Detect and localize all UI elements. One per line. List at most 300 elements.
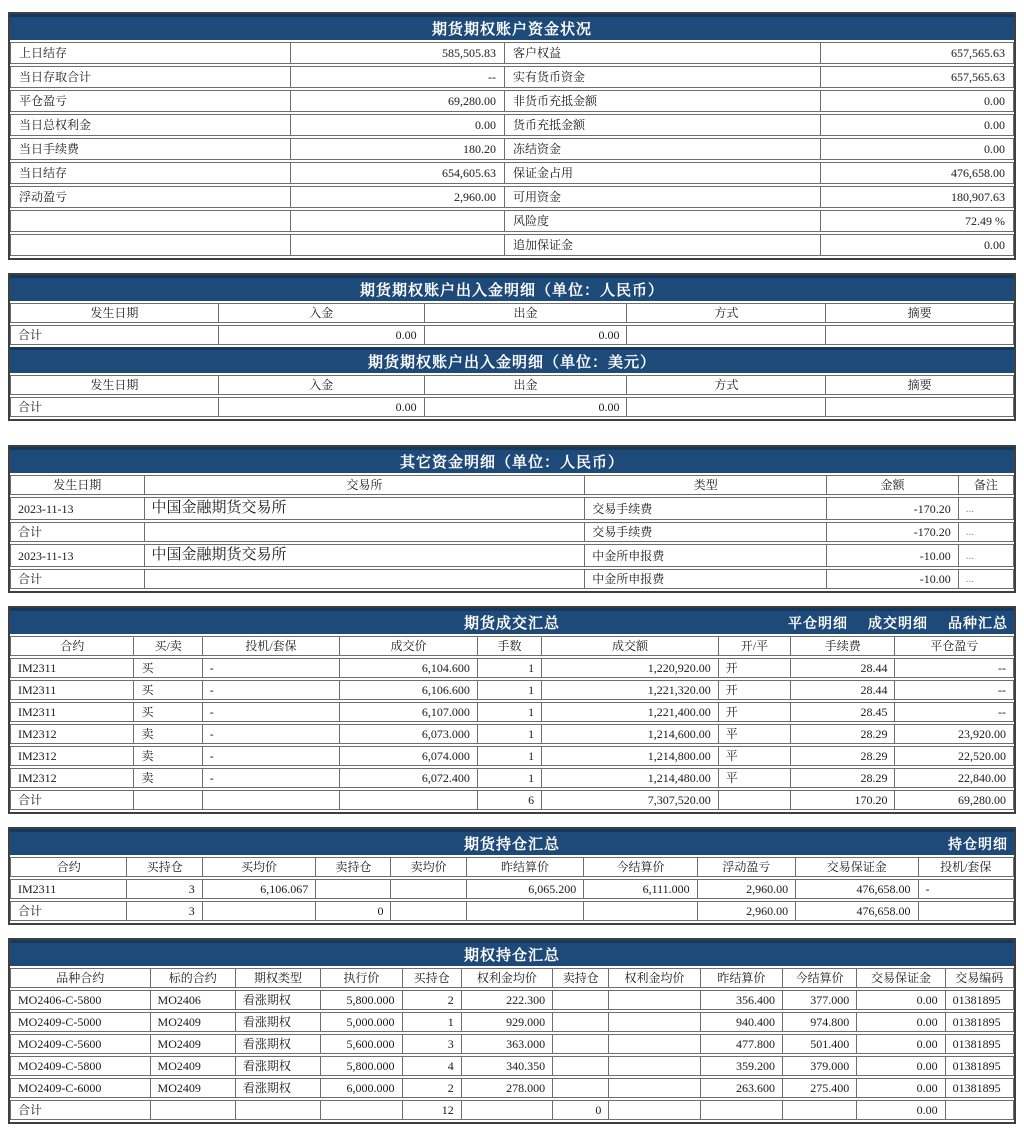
table-cell: 合计 — [10, 1100, 151, 1120]
table-cell: 追加保证金 — [505, 234, 821, 256]
table-cell: 1,221,320.00 — [542, 680, 719, 700]
options-positions-section — [8, 938, 1016, 1124]
table-row — [10, 1012, 1014, 1032]
table-cell: 5,800.000 — [321, 990, 402, 1010]
table-cell: 379.000 — [783, 1056, 857, 1076]
table-cell: 6 — [478, 790, 542, 810]
column-header: 期权类型 — [236, 968, 321, 988]
table-cell: 0.00 — [857, 990, 945, 1010]
table-cell: 6,104.600 — [340, 658, 478, 678]
table-cell: 69,280.00 — [291, 90, 505, 112]
cash-flow-cny-section — [8, 273, 1016, 347]
table-cell: 1 — [478, 658, 542, 678]
cash-flow-usd-table — [10, 373, 1014, 419]
table-cell: 01381895 — [946, 1012, 1014, 1032]
table-cell: 2023-11-13 — [10, 544, 145, 567]
table-cell: 1,214,480.00 — [542, 768, 719, 788]
table-cell: 356.400 — [701, 990, 783, 1010]
table-cell: 看涨期权 — [236, 1078, 321, 1098]
table-cell: MO2409 — [151, 1078, 236, 1098]
table-cell: - — [203, 768, 341, 788]
table-cell — [321, 1100, 402, 1120]
table-cell: 5,000.000 — [321, 1012, 402, 1032]
futures-positions-title: 期货持仓汇总 — [463, 836, 560, 853]
table-cell: 1 — [403, 1012, 462, 1032]
table-cell — [145, 569, 586, 589]
table-cell: 合计 — [10, 397, 219, 417]
table-cell: 中金所申报费 — [585, 569, 827, 589]
column-header: 买持仓 — [127, 857, 202, 877]
table-cell: -- — [291, 66, 505, 88]
table-cell: 6,111.000 — [584, 879, 697, 899]
table-cell: ... — [959, 497, 1014, 520]
column-header: 昨结算价 — [701, 968, 783, 988]
table-cell: 买 — [134, 658, 202, 678]
table-cell: 平仓盈亏 — [10, 90, 291, 112]
table-cell: 看涨期权 — [236, 1034, 321, 1054]
table-cell: 2 — [403, 1078, 462, 1098]
table-cell — [919, 901, 1014, 921]
column-header: 交易所 — [145, 475, 586, 495]
table-cell: -- — [895, 680, 1014, 700]
table-cell: 卖 — [134, 746, 202, 766]
futures-trades-title-bar — [10, 608, 1014, 634]
table-cell: MO2409 — [151, 1034, 236, 1054]
table-cell: 0.00 — [857, 1034, 945, 1054]
table-cell: 7,307,520.00 — [542, 790, 719, 810]
table-cell: -170.20 — [827, 522, 959, 542]
table-cell: 当日存取合计 — [10, 66, 291, 88]
table-cell: 6,065.200 — [467, 879, 584, 899]
table-row — [10, 569, 1014, 589]
table-cell: 0.00 — [821, 234, 1014, 256]
table-cell: 1 — [478, 724, 542, 744]
table-cell: 170.20 — [791, 790, 895, 810]
table-cell: 客户权益 — [505, 42, 821, 64]
other-funds-table — [10, 473, 1014, 591]
table-cell: 1 — [478, 702, 542, 722]
table-cell: IM2312 — [10, 768, 134, 788]
table-row — [10, 658, 1014, 678]
table-cell — [553, 990, 609, 1010]
table-cell — [609, 990, 700, 1010]
table-cell: 654,605.63 — [291, 162, 505, 184]
table-cell: 12 — [403, 1100, 462, 1120]
options-positions-title: 期权持仓汇总 — [463, 947, 560, 964]
table-cell: 6,000.000 — [321, 1078, 402, 1098]
futures-positions-section — [8, 827, 1016, 925]
table-cell: MO2409-C-5600 — [10, 1034, 151, 1054]
table-cell: 非货币充抵金额 — [505, 90, 821, 112]
table-cell: 377.000 — [783, 990, 857, 1010]
table-cell: 28.29 — [791, 724, 895, 744]
column-header: 品种合约 — [10, 968, 151, 988]
table-row — [10, 1056, 1014, 1076]
table-cell: 476,658.00 — [796, 901, 918, 921]
table-cell: ... — [959, 544, 1014, 567]
column-header: 入金 — [219, 303, 425, 323]
cash-flow-cny-table — [10, 301, 1014, 347]
fund-status-title-bar — [10, 14, 1014, 40]
options-positions-table — [10, 966, 1014, 1122]
table-row — [10, 325, 1014, 345]
table-cell: 28.44 — [791, 658, 895, 678]
table-cell: 平 — [719, 768, 791, 788]
table-cell: -10.00 — [827, 569, 959, 589]
table-cell: - — [203, 724, 341, 744]
cash-flow-usd-title-bar — [10, 347, 1014, 373]
table-cell: 0.00 — [857, 1100, 945, 1120]
table-cell: 28.29 — [791, 746, 895, 766]
table-cell — [609, 1034, 700, 1054]
table-cell: 可用资金 — [505, 186, 821, 208]
table-cell: 合计 — [10, 790, 134, 810]
column-header: 方式 — [627, 375, 826, 395]
table-cell — [946, 1100, 1014, 1120]
column-header: 今结算价 — [783, 968, 857, 988]
table-cell: 22,520.00 — [895, 746, 1014, 766]
table-cell — [783, 1100, 857, 1120]
table-cell: 1 — [478, 746, 542, 766]
table-cell: 69,280.00 — [895, 790, 1014, 810]
column-header: 手续费 — [791, 636, 895, 656]
table-row — [10, 1100, 1014, 1120]
table-cell — [145, 522, 586, 542]
table-cell: 当日结存 — [10, 162, 291, 184]
table-cell: 1,221,400.00 — [542, 702, 719, 722]
table-cell: 合计 — [10, 325, 219, 345]
column-header: 交易保证金 — [857, 968, 945, 988]
table-row — [10, 680, 1014, 700]
table-cell: IM2311 — [10, 879, 127, 899]
table-cell: -- — [895, 658, 1014, 678]
table-cell: 交易手续费 — [585, 497, 827, 520]
table-cell: 275.400 — [783, 1078, 857, 1098]
table-cell: MO2409-C-5000 — [10, 1012, 151, 1032]
table-cell: 0 — [553, 1100, 609, 1120]
table-cell — [553, 1034, 609, 1054]
table-cell: 3 — [403, 1034, 462, 1054]
cash-flow-usd-section — [8, 347, 1016, 421]
table-cell: 1,214,600.00 — [542, 724, 719, 744]
table-cell — [203, 790, 341, 810]
table-cell: ... — [959, 569, 1014, 589]
column-header: 权利金均价 — [609, 968, 700, 988]
futures-trades-section — [8, 606, 1016, 814]
column-header: 出金 — [425, 303, 628, 323]
table-cell: 263.600 — [701, 1078, 783, 1098]
table-cell: 974.800 — [783, 1012, 857, 1032]
table-cell — [291, 234, 505, 256]
table-cell — [391, 901, 466, 921]
table-cell: 180.20 — [291, 138, 505, 160]
table-cell: 货币充抵金额 — [505, 114, 821, 136]
table-cell: 开 — [719, 658, 791, 678]
table-cell: 28.44 — [791, 680, 895, 700]
table-cell: 开 — [719, 702, 791, 722]
table-cell: MO2409 — [151, 1056, 236, 1076]
column-header: 浮动盈亏 — [698, 857, 796, 877]
table-cell — [701, 1100, 783, 1120]
column-header: 买持仓 — [403, 968, 462, 988]
table-cell: -170.20 — [827, 497, 959, 520]
column-header: 摘要 — [826, 375, 1014, 395]
column-header: 平仓盈亏 — [895, 636, 1014, 656]
table-row — [10, 724, 1014, 744]
table-cell: 6,073.000 — [340, 724, 478, 744]
table-cell — [627, 325, 826, 345]
table-cell: 看涨期权 — [236, 1056, 321, 1076]
table-cell: 0.00 — [821, 90, 1014, 112]
table-cell — [609, 1078, 700, 1098]
table-cell — [291, 210, 505, 232]
table-cell: 476,658.00 — [821, 162, 1014, 184]
table-cell: 0.00 — [821, 114, 1014, 136]
table-cell: 平 — [719, 724, 791, 744]
table-cell: -10.00 — [827, 544, 959, 567]
table-cell — [236, 1100, 321, 1120]
table-row — [10, 990, 1014, 1010]
column-header: 出金 — [425, 375, 628, 395]
table-cell: 5,600.000 — [321, 1034, 402, 1054]
table-cell: 卖 — [134, 768, 202, 788]
table-row — [10, 162, 1014, 184]
table-cell: 28.45 — [791, 702, 895, 722]
column-header: 手数 — [478, 636, 542, 656]
table-cell: 4 — [403, 1056, 462, 1076]
column-header: 发生日期 — [10, 303, 219, 323]
table-row — [10, 522, 1014, 542]
table-cell — [553, 1056, 609, 1076]
column-header: 投机/套保 — [203, 636, 341, 656]
table-cell: 2,960.00 — [291, 186, 505, 208]
column-header: 买均价 — [203, 857, 316, 877]
futures-trades-title: 期货成交汇总 — [463, 615, 560, 632]
column-header: 标的合约 — [151, 968, 236, 988]
column-header: 投机/套保 — [919, 857, 1014, 877]
table-row — [10, 746, 1014, 766]
table-cell: 585,505.83 — [291, 42, 505, 64]
table-cell: 合计 — [10, 522, 145, 542]
table-cell: 657,565.63 — [821, 42, 1014, 64]
column-header: 卖均价 — [391, 857, 466, 877]
table-row — [10, 497, 1014, 520]
table-cell: IM2312 — [10, 746, 134, 766]
table-cell: 1 — [478, 680, 542, 700]
table-cell: 买 — [134, 702, 202, 722]
options-positions-title-bar — [10, 940, 1014, 966]
table-row — [10, 544, 1014, 567]
table-row — [10, 790, 1014, 810]
column-header: 入金 — [219, 375, 425, 395]
table-cell: 363.000 — [462, 1034, 553, 1054]
table-cell — [826, 397, 1014, 417]
table-cell — [10, 210, 291, 232]
table-row — [10, 879, 1014, 899]
table-row — [10, 901, 1014, 921]
table-cell: 0.00 — [857, 1078, 945, 1098]
table-cell — [553, 1012, 609, 1032]
table-cell: 浮动盈亏 — [10, 186, 291, 208]
other-funds-section — [8, 445, 1016, 593]
table-cell: 开 — [719, 680, 791, 700]
table-cell: MO2406-C-5800 — [10, 990, 151, 1010]
table-cell: - — [203, 702, 341, 722]
other-funds-title-bar — [10, 447, 1014, 473]
table-row — [10, 210, 1014, 232]
table-cell: 477.800 — [701, 1034, 783, 1054]
table-cell: 实有货币资金 — [505, 66, 821, 88]
fund-status-section — [8, 12, 1016, 260]
table-cell: MO2409-C-6000 — [10, 1078, 151, 1098]
table-cell: 0.00 — [821, 138, 1014, 160]
table-cell: 359.200 — [701, 1056, 783, 1076]
table-cell: 中国金融期货交易所 — [145, 544, 586, 567]
table-cell: 看涨期权 — [236, 1012, 321, 1032]
table-cell: 6,106.067 — [203, 879, 316, 899]
column-header: 发生日期 — [10, 475, 145, 495]
fund-status-table — [10, 40, 1014, 258]
futures-positions-links — [948, 832, 1008, 855]
table-cell: 上日结存 — [10, 42, 291, 64]
table-cell: 940.400 — [701, 1012, 783, 1032]
cash-flow-cny-title-bar — [10, 275, 1014, 301]
table-cell — [340, 790, 478, 810]
table-cell: IM2312 — [10, 724, 134, 744]
column-header: 今结算价 — [584, 857, 697, 877]
table-cell — [134, 790, 202, 810]
table-cell — [151, 1100, 236, 1120]
column-header: 交易编码 — [946, 968, 1014, 988]
table-cell — [609, 1012, 700, 1032]
table-cell: ... — [959, 522, 1014, 542]
table-cell: 72.49 % — [821, 210, 1014, 232]
table-cell: 冻结资金 — [505, 138, 821, 160]
table-cell: 合计 — [10, 569, 145, 589]
column-header: 方式 — [627, 303, 826, 323]
table-cell — [719, 790, 791, 810]
link-close-detail[interactable]: 平仓明细 — [788, 614, 848, 631]
table-cell: 2,960.00 — [698, 901, 796, 921]
link-product-summary[interactable]: 品种汇总 — [948, 614, 1008, 631]
column-header: 摘要 — [826, 303, 1014, 323]
table-cell — [203, 901, 316, 921]
column-header: 开/平 — [719, 636, 791, 656]
column-header: 合约 — [10, 636, 134, 656]
table-row — [10, 702, 1014, 722]
table-cell: 0.00 — [857, 1012, 945, 1032]
table-cell: 0.00 — [425, 397, 628, 417]
column-header: 类型 — [585, 475, 827, 495]
table-row — [10, 90, 1014, 112]
table-cell: 2,960.00 — [698, 879, 796, 899]
table-cell: - — [203, 658, 341, 678]
column-header: 备注 — [959, 475, 1014, 495]
table-cell — [316, 879, 391, 899]
column-header: 卖持仓 — [316, 857, 391, 877]
futures-trades-table — [10, 634, 1014, 812]
table-cell: 当日手续费 — [10, 138, 291, 160]
table-row — [10, 138, 1014, 160]
column-header: 卖持仓 — [553, 968, 609, 988]
link-position-detail[interactable]: 持仓明细 — [948, 835, 1008, 852]
table-cell — [553, 1078, 609, 1098]
table-row — [10, 186, 1014, 208]
table-cell: 929.000 — [462, 1012, 553, 1032]
table-cell: 1 — [478, 768, 542, 788]
table-cell: 22,840.00 — [895, 768, 1014, 788]
table-cell: 0.00 — [425, 325, 628, 345]
column-header: 买/卖 — [134, 636, 202, 656]
table-cell: IM2311 — [10, 658, 134, 678]
table-row — [10, 66, 1014, 88]
column-header: 合约 — [10, 857, 127, 877]
table-cell: 3 — [127, 879, 202, 899]
column-header: 金额 — [827, 475, 959, 495]
link-trade-detail[interactable]: 成交明细 — [868, 614, 928, 631]
table-row — [10, 1034, 1014, 1054]
table-cell: 0.00 — [219, 397, 425, 417]
fund-status-title: 期货期权账户资金状况 — [431, 21, 592, 38]
table-cell: 476,658.00 — [796, 879, 918, 899]
futures-positions-table — [10, 855, 1014, 923]
table-cell: 平 — [719, 746, 791, 766]
futures-trades-links — [788, 611, 1008, 634]
column-header: 交易保证金 — [796, 857, 918, 877]
table-cell: 合计 — [10, 901, 127, 921]
table-cell — [10, 234, 291, 256]
table-cell: 6,107.000 — [340, 702, 478, 722]
table-cell: 222.300 — [462, 990, 553, 1010]
table-cell: 中金所申报费 — [585, 544, 827, 567]
table-cell — [609, 1056, 700, 1076]
table-cell: 0 — [316, 901, 391, 921]
table-cell: MO2409-C-5800 — [10, 1056, 151, 1076]
column-header: 权利金均价 — [462, 968, 553, 988]
table-cell — [584, 901, 697, 921]
table-cell: 01381895 — [946, 1034, 1014, 1054]
table-cell — [627, 397, 826, 417]
table-cell: 交易手续费 — [585, 522, 827, 542]
futures-positions-title-bar — [10, 829, 1014, 855]
table-cell: 01381895 — [946, 990, 1014, 1010]
table-cell: 01381895 — [946, 1056, 1014, 1076]
table-cell: 6,106.600 — [340, 680, 478, 700]
table-cell: IM2311 — [10, 680, 134, 700]
table-cell: -- — [895, 702, 1014, 722]
table-cell: 1,214,800.00 — [542, 746, 719, 766]
table-cell — [462, 1100, 553, 1120]
table-cell: 501.400 — [783, 1034, 857, 1054]
table-cell — [826, 325, 1014, 345]
table-cell: 风险度 — [505, 210, 821, 232]
table-cell — [467, 901, 584, 921]
table-cell: 340.350 — [462, 1056, 553, 1076]
table-cell: 01381895 — [946, 1078, 1014, 1098]
table-cell: 卖 — [134, 724, 202, 744]
table-row — [10, 234, 1014, 256]
table-cell: 657,565.63 — [821, 66, 1014, 88]
table-cell: 中国金融期货交易所 — [145, 497, 586, 520]
table-cell: 2023-11-13 — [10, 497, 145, 520]
column-header: 执行价 — [321, 968, 402, 988]
table-cell: 6,072.400 — [340, 768, 478, 788]
table-row — [10, 397, 1014, 417]
table-cell: - — [203, 746, 341, 766]
table-cell: 28.29 — [791, 768, 895, 788]
table-cell: 1,220,920.00 — [542, 658, 719, 678]
table-cell: 0.00 — [857, 1056, 945, 1076]
